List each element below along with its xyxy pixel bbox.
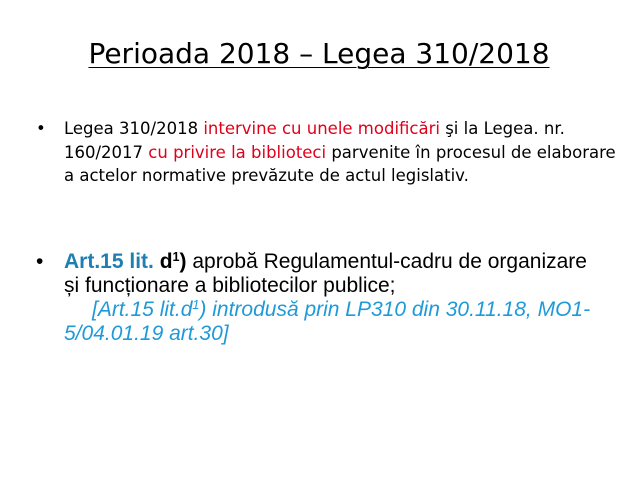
article-body: aprobă Regulamentul-cadru de organizare și funcționare a bibliotecilor publice; xyxy=(64,250,587,297)
article-letter-paren: ) xyxy=(179,250,187,273)
citation-text: [Art.15 lit.d xyxy=(92,298,193,321)
citation-text: ) introdusă prin LP310 din 30.11.18, MO1-5/04.01.19 art.30] xyxy=(64,298,591,345)
highlight-modifications: intervine cu unele modificări xyxy=(203,119,440,138)
bullet-text xyxy=(64,117,616,188)
article-letter-superscript: 1 xyxy=(172,250,180,265)
article-reference: Art.15 lit. xyxy=(64,250,154,273)
bullet-text-part: parvenite în procesul de elaborare a actelor normative prevăzute de actul legislativ. xyxy=(64,142,616,185)
citation xyxy=(64,298,590,345)
bullet-item-legea-310 xyxy=(36,117,616,188)
bullet-dot: • xyxy=(36,119,46,138)
bullet-text-part: şi la Legea. nr. 160/2017 xyxy=(64,119,565,162)
citation-superscript: 1 xyxy=(192,298,200,313)
article-letter: d xyxy=(159,250,173,273)
highlight-libraries: cu privire la biblioteci xyxy=(148,142,327,162)
slide-title: Perioada 2018 – Legea 310/2018 xyxy=(88,37,550,70)
bullet-item-art-15 xyxy=(36,250,596,346)
bullet-text-part: Legea 310/2018 xyxy=(64,119,204,138)
bullet-dot: • xyxy=(36,250,44,273)
bullet-text xyxy=(64,250,596,346)
